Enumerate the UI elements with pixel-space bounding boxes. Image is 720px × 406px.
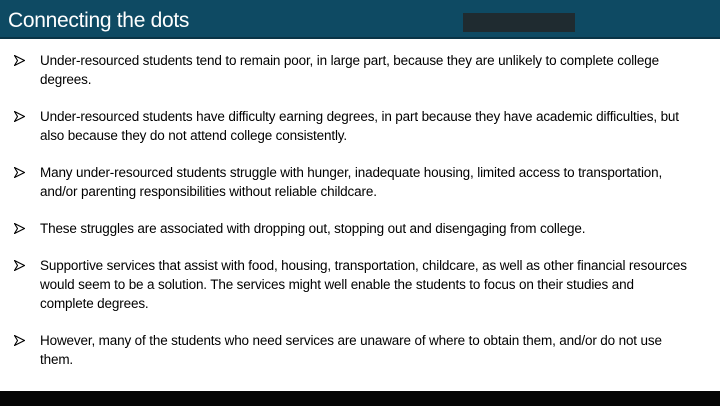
bullet-list — [0, 51, 720, 387]
arrowhead-bullet-icon — [14, 335, 25, 346]
bullet-text: However, many of the students who need services are unaware of where to obtain them, and/or do not use them. — [40, 333, 662, 367]
bottom-bar — [0, 391, 720, 406]
arrowhead-bullet-icon — [14, 223, 25, 234]
bullet-item — [0, 163, 720, 201]
bullet-item — [0, 219, 720, 238]
arrowhead-bullet-icon — [14, 55, 25, 66]
title-bar — [0, 0, 720, 37]
arrowhead-bullet-icon — [14, 260, 25, 271]
bullet-item — [0, 331, 720, 369]
bullet-text: Under-resourced students tend to remain poor, in large part, because they are unlikely to complete college degrees. — [40, 53, 659, 87]
bullet-item — [0, 256, 720, 313]
bullet-text: These struggles are associated with dropping out, stopping out and disengaging from college. — [40, 221, 586, 236]
bullet-item — [0, 51, 720, 89]
bullet-text: Many under-resourced students struggle with hunger, inadequate housing, limited access to transportation, and/or parenting responsibilities without reliable childcare. — [40, 165, 663, 199]
bullet-text: Under-resourced students have difficulty earning degrees, in part because they have academic difficulties, but also because they do not attend college consistently. — [40, 109, 679, 143]
arrowhead-bullet-icon — [14, 167, 25, 178]
title-underline — [0, 37, 720, 39]
redaction-block — [463, 13, 575, 32]
bullet-item — [0, 107, 720, 145]
arrowhead-bullet-icon — [14, 111, 25, 122]
slide-title: Connecting the dots — [8, 9, 190, 32]
bullet-text: Supportive services that assist with food, housing, transportation, childcare, as well as other financial resources would seem to be a solution. The services might well enable the students to focus on their studies and complete degrees. — [40, 258, 687, 311]
